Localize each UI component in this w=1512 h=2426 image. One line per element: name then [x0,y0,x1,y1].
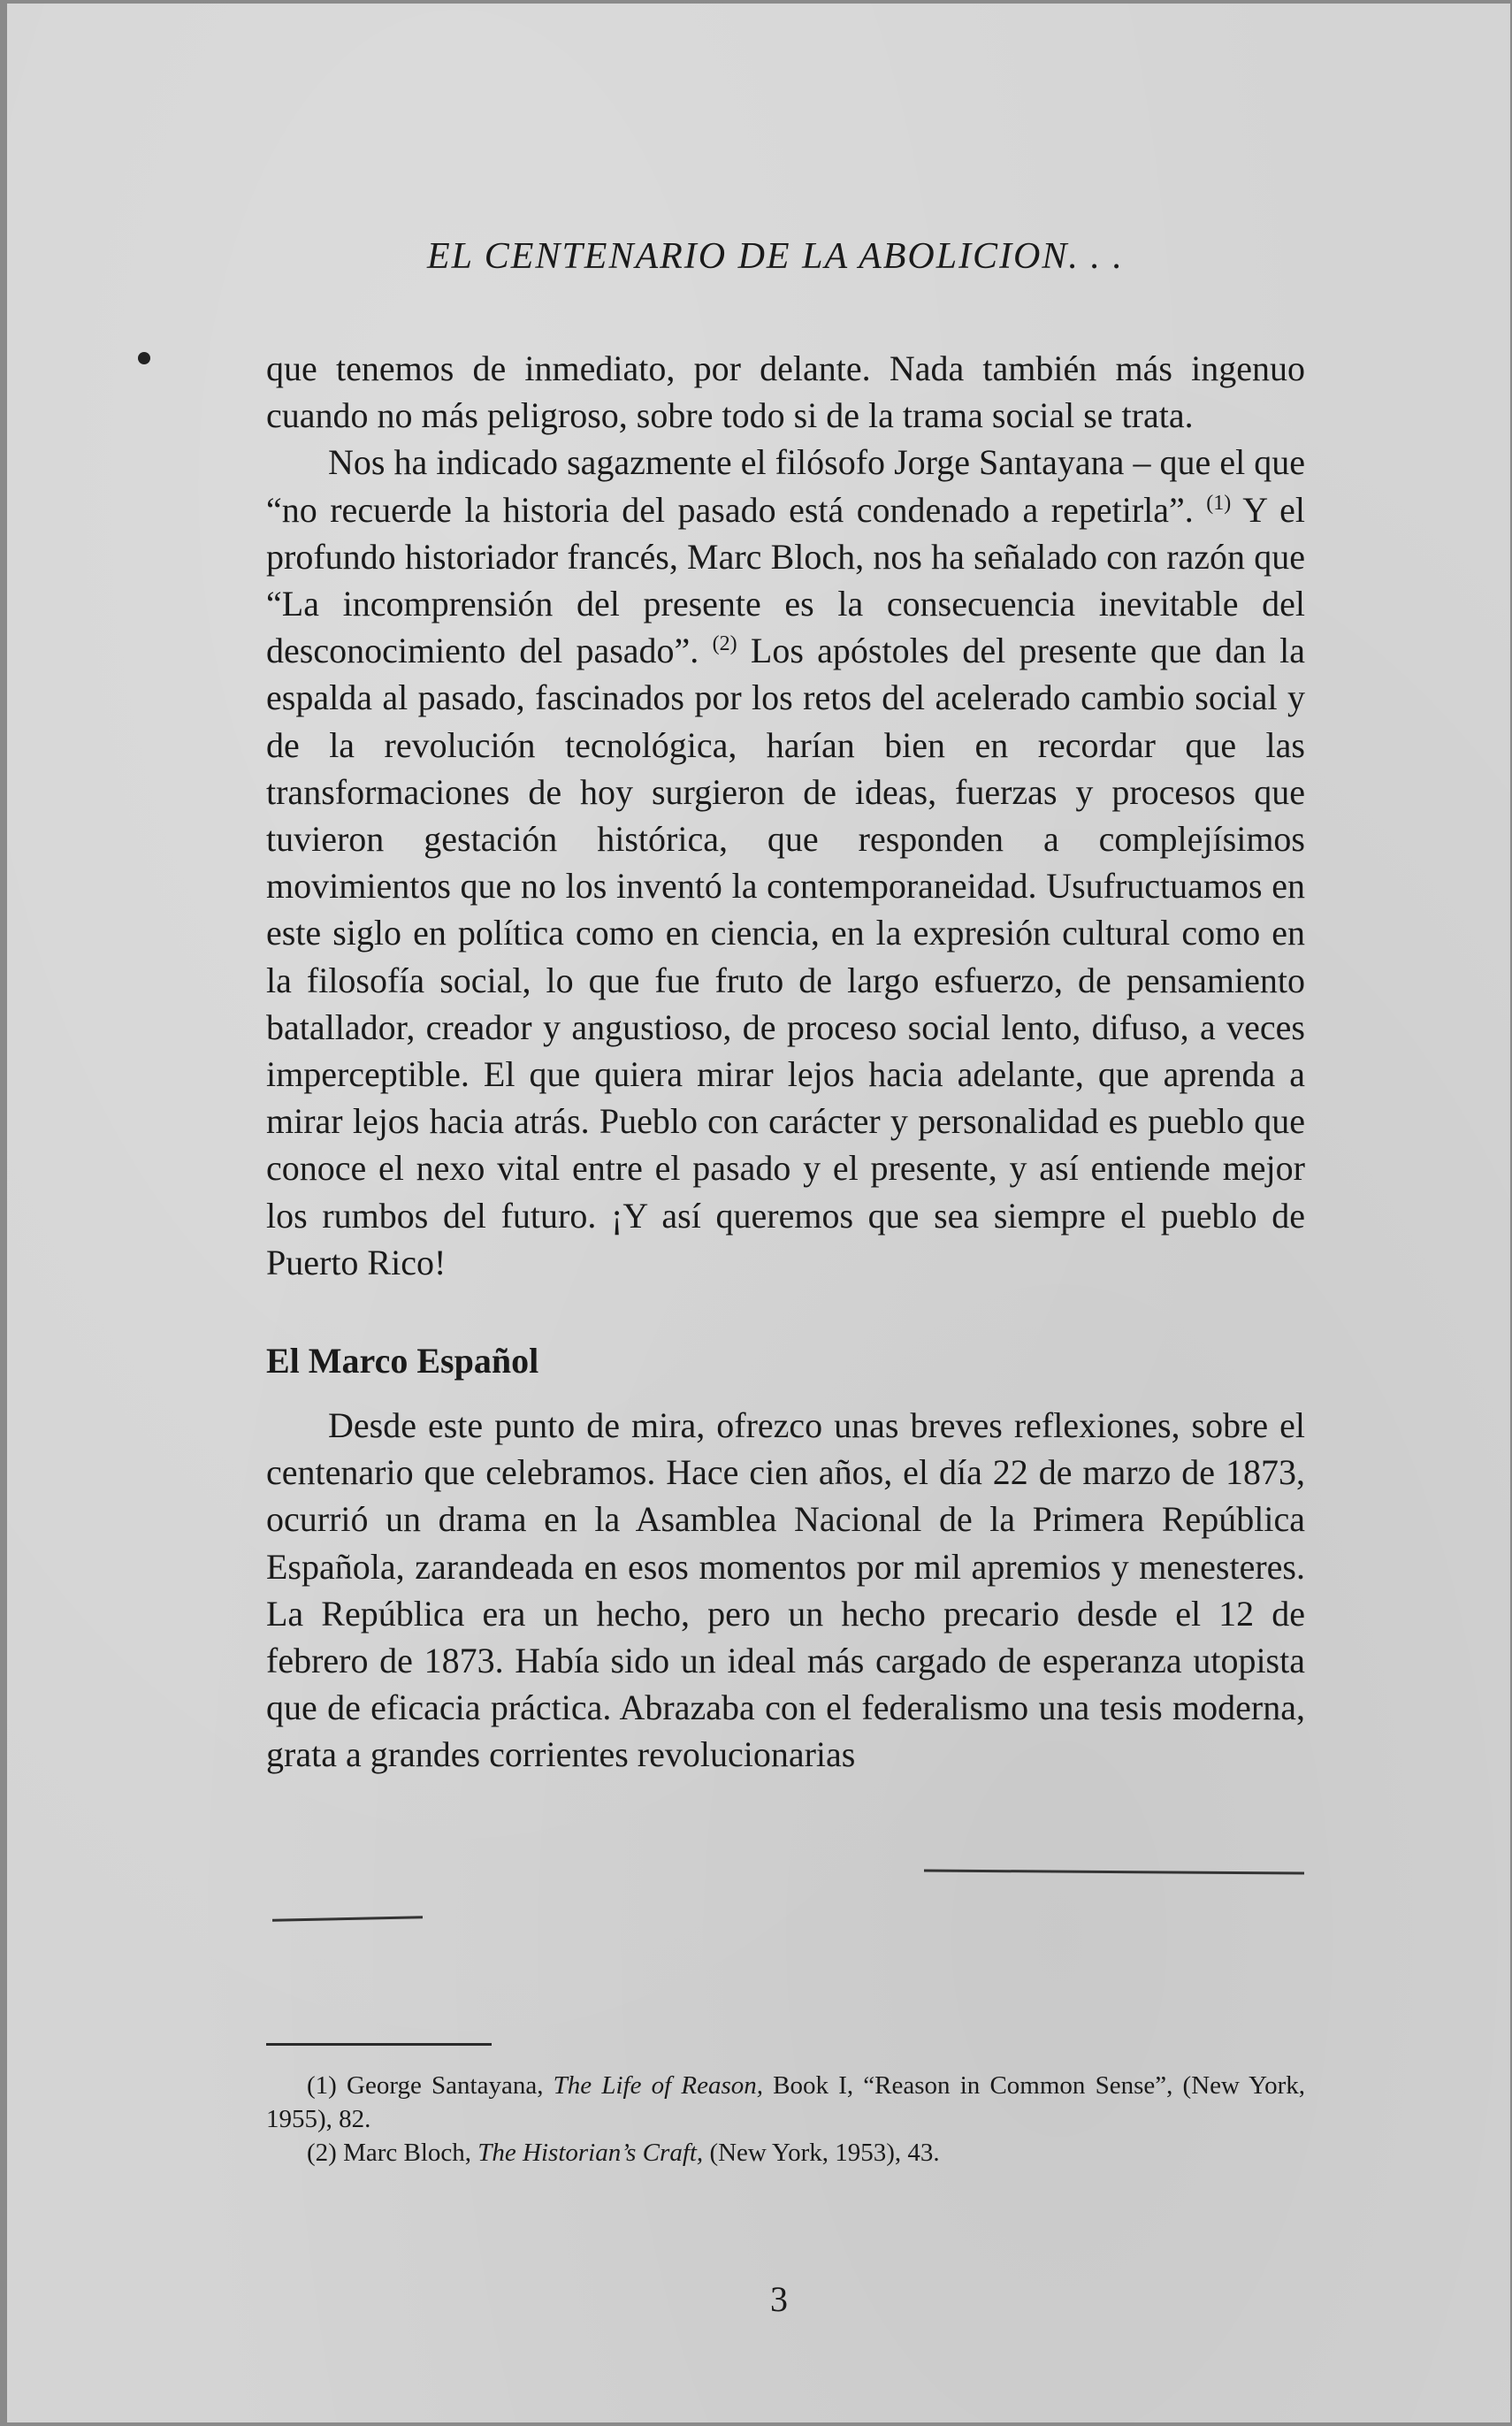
footnote-divider [266,2043,492,2046]
paragraph-text: Y el profundo historiador francés, Marc Bloch, nos ha señalado con razón que “La incomprensión del presente es la consecuencia inevitable del desconocimiento del pasado”. [266,489,1305,671]
paragraph-text: Nos ha indicado sagazmente el filósofo Jorge Santayana – que el que “no recuerde la historia del pasado está condenado a repetirla”. [266,442,1305,530]
footnote-1 [266,2069,1305,2136]
footnote-rest: Book I, “Reason in Common Sense”, (New York, 1955), 82. [266,2071,1306,2133]
pencil-underline [272,1916,423,1922]
body-text [266,345,1305,1779]
paragraph-marco-espanol [266,1402,1305,1779]
page-number: 3 [770,2279,788,2319]
footnote-ref-1[interactable]: (1) [1206,491,1232,515]
footnote-number: (2) [307,2139,337,2167]
footnotes [266,2069,1305,2170]
footnote-ref-2[interactable]: (2) [712,632,737,656]
footnote-author: Marc Bloch, [343,2139,472,2167]
footnote-title: The Historian’s Craft, [477,2139,704,2167]
footnote-2 [266,2136,1305,2170]
running-head: EL CENTENARIO DE LA ABOLICION. . . [427,236,1124,277]
paragraph-text: que tenemos de inmediato, por delante. Nada también más ingenuo cuando no más peligroso, sobre todo si de la trama social se trata. [266,348,1305,436]
footnote-rest: (New York, 1953), 43. [709,2139,940,2167]
footnote-number: (1) [307,2071,337,2100]
footnote-author: George Santayana, [347,2071,544,2100]
paragraph-continuation [266,345,1305,439]
footnote-title: The Life of Reason, [553,2071,763,2100]
paragraph-text: Desde este punto de mira, ofrezco unas breves reflexiones, sobre el centenario que celebramos. Hace cien años, el día 22 de marzo de 1873, ocurrió un drama en la Asamblea Nacional de la Primera República Española, zarandeada en esos momentos por mil apremios y menesteres. La República era un hecho, pero un hecho precario desde el 12 de febrero de 1873. Había sido un ideal más cargado de esperanza utopista que de eficacia práctica. Abrazaba con el federalismo una tesis moderna, grata a grandes corrientes revolucionarias [266,1405,1305,1775]
book-page [7,4,1510,2422]
margin-ink-mark [138,352,150,364]
section-heading: El Marco Español [266,1341,539,1381]
pencil-underline [924,1869,1304,1874]
paragraph-santayana [266,439,1305,1286]
paragraph-text: Los apóstoles del presente que dan la espalda al pasado, fascinados por los retos del acelerado cambio social y de la revolución tecnológica, harían bien en recordar que las transformaciones de hoy surgieron de ideas, fuerzas y procesos que tuvieron gestación histórica, que responden a complejísimos movimientos que no los inventó la contemporaneidad. Usufructuamos en este siglo en política como en ciencia, en la expresión cultural como en la filosofía social, lo que fue fruto de largo esfuerzo, de pensamiento batallador, creador y angustioso, de proceso social lento, difuso, a veces imperceptible. El que quiera mirar lejos hacia adelante, que aprenda a mirar lejos hacia atrás. Pueblo con carácter y personalidad es pueblo que conoce el nexo vital entre el pasado y el presente, y así entiende mejor los rumbos del futuro. ¡Y así queremos que sea siempre el pueblo de Puerto Rico! [266,631,1305,1282]
